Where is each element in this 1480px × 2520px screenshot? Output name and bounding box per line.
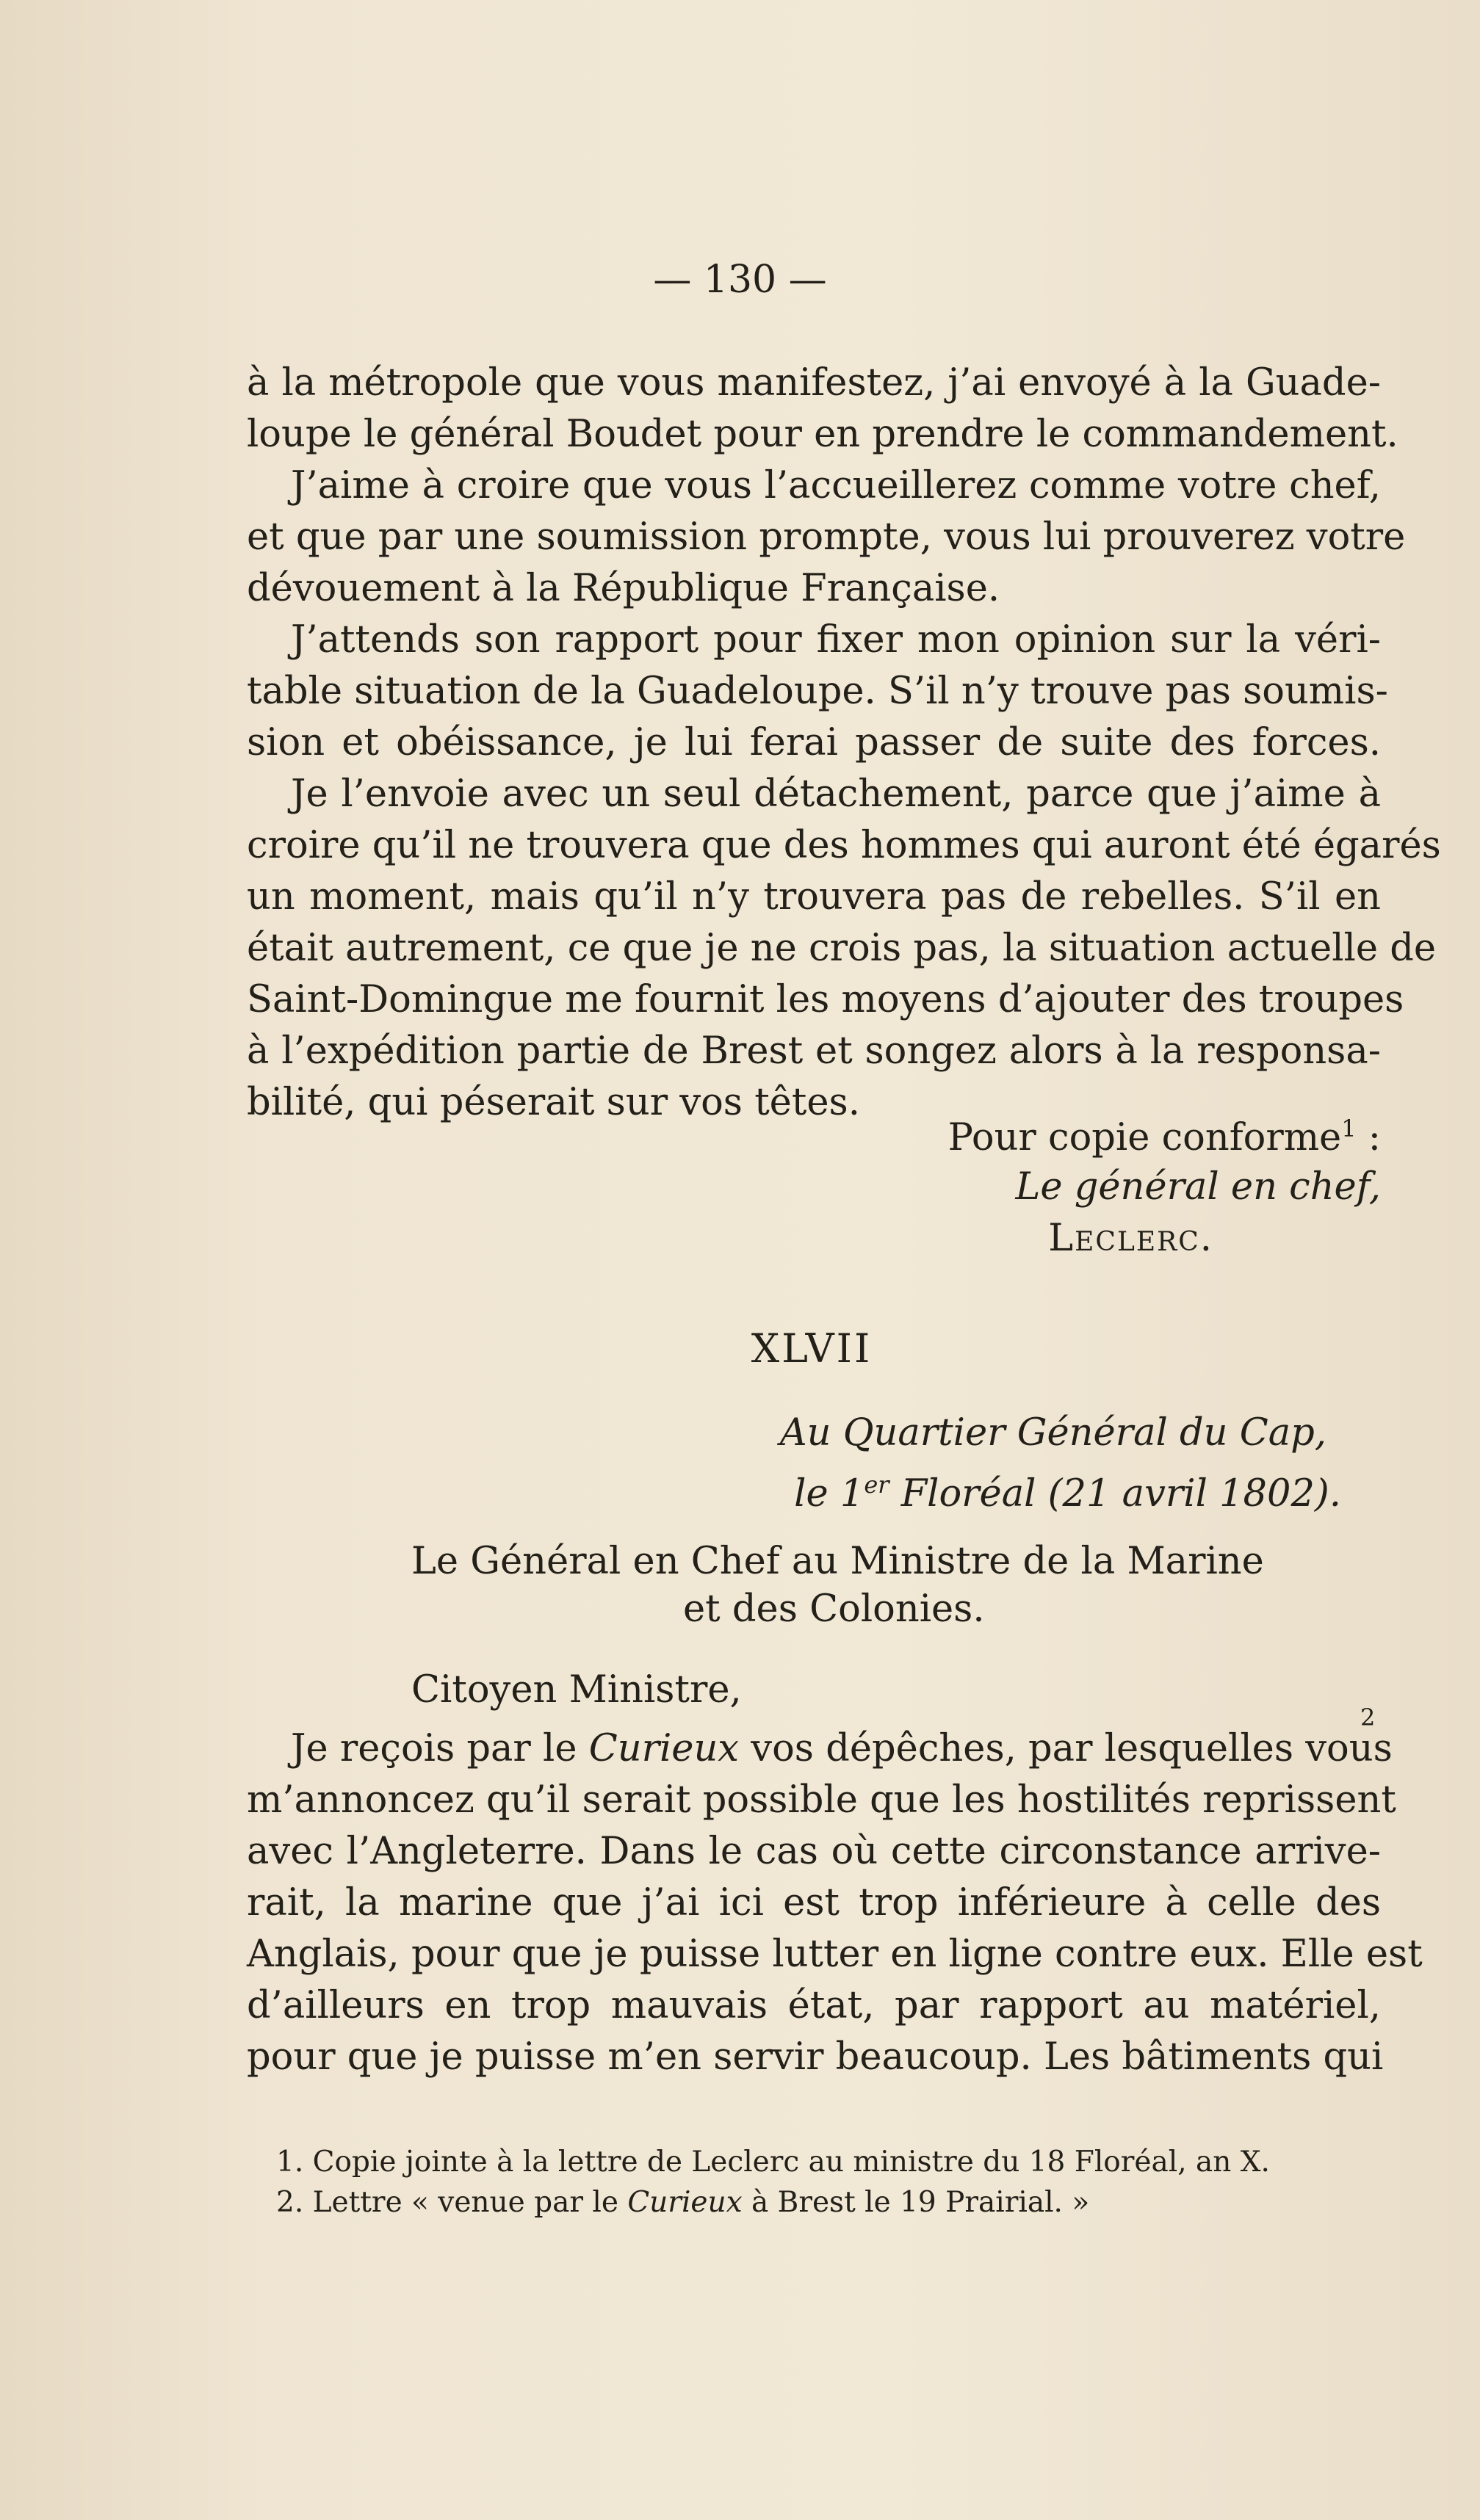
dateline-date (247, 1459, 1341, 1520)
letter-text: vos dépêches, par lesquelles vous (739, 1727, 1393, 1770)
text-line: J’aime à croire que vous l’accueillerez comme votre chef, (291, 464, 1381, 507)
text-line: était autrement, ce que je ne crois pas, la situation actuelle de (247, 927, 1437, 970)
salutation: Citoyen Ministre, (411, 1668, 742, 1712)
dateline-date-prefix: le 1 (794, 1472, 864, 1516)
letter-heading-line2: et des Colonies. (683, 1587, 985, 1631)
text-line: à la métropole que vous manifestez, j’ai envoyé à la Guade- (247, 361, 1381, 405)
ship-name: Curieux (588, 1727, 740, 1770)
text-line: bilité, qui péserait sur vos têtes. (247, 1081, 860, 1124)
letter-heading-line1: Le Général en Chef au Ministre de la Marine (411, 1540, 1264, 1583)
dateline-place: Au Quartier Général du Cap, (779, 1411, 1326, 1455)
letter-line (291, 1723, 1393, 1775)
letter-line: d’ailleurs en trop mauvais état, par rapport au matériel, (247, 1984, 1381, 2027)
letter-line: Anglais, pour que je puisse lutter en ligne contre eux. Elle est (247, 1933, 1423, 1976)
text-line: J’attends son rapport pour fixer mon opinion sur la véri- (291, 618, 1381, 662)
text-line: à l’expédition partie de Brest et songez alors à la responsa- (247, 1029, 1381, 1073)
text-line: Je l’envoie avec un seul détachement, parce que j’aime à (291, 772, 1381, 816)
footnote-2-ship: Curieux (627, 2186, 743, 2219)
footnote-1: 1. Copie jointe à la lettre de Leclerc au ministre du 18 Floréal, an X. (276, 2146, 1270, 2179)
text-line: table situation de la Guadeloupe. S’il n’y trouve pas soumis- (247, 670, 1388, 713)
letter-line: rait, la marine que j’ai ici est trop inférieure à celle des (247, 1881, 1381, 1925)
footnote-ref-1: 1 (1341, 1115, 1357, 1143)
page-number: — 130 — (653, 258, 827, 302)
text-line: un moment, mais qu’il n’y trouvera pas de rebelles. S’il en (247, 875, 1381, 919)
signatory-title: Le général en chef, (1015, 1165, 1381, 1209)
dateline-date-rest: Floréal (21 avril 1802). (889, 1472, 1341, 1516)
text-line: croire qu’il ne trouvera que des hommes qui auront été égarés (247, 824, 1441, 867)
footnote-2-text: 2. Lettre « venue par le (276, 2186, 628, 2219)
copy-attestation-text: Pour copie conforme (947, 1116, 1342, 1159)
dateline-date-sup: er (864, 1471, 889, 1499)
text-line: dévouement à la République Française. (247, 567, 1000, 610)
letter-line: m’annoncez qu’il serait possible que les hostilités reprissent (247, 1778, 1396, 1822)
text-line: et que par une soumission prompte, vous lui prouverez votre (247, 515, 1406, 559)
signatory-name: Leclerc. (1048, 1217, 1213, 1260)
text-line: sion et obéissance, je lui ferai passer de suite des forces. (247, 721, 1381, 764)
text-line: Saint-Domingue me fournit les moyens d’ajouter des troupes (247, 978, 1404, 1021)
letter-line: pour que je puisse m’en servir beaucoup. Les bâtiments qui (247, 2035, 1384, 2079)
copy-attestation-colon: : (1356, 1116, 1381, 1159)
footnote-2-text-end: à Brest le 19 Prairial. » (742, 2186, 1090, 2219)
letter-line: avec l’Angleterre. Dans le cas où cette circonstance arrive- (247, 1830, 1381, 1873)
letter-text: Je reçois par le (291, 1727, 589, 1770)
footnote-2 (276, 2184, 1378, 2221)
section-number: XLVII (751, 1325, 873, 1372)
text-line: loupe le général Boudet pour en prendre le commandement. (247, 413, 1398, 456)
footnote-ref-2: 2 (1360, 1703, 1376, 1731)
copy-attestation (247, 1103, 1381, 1164)
